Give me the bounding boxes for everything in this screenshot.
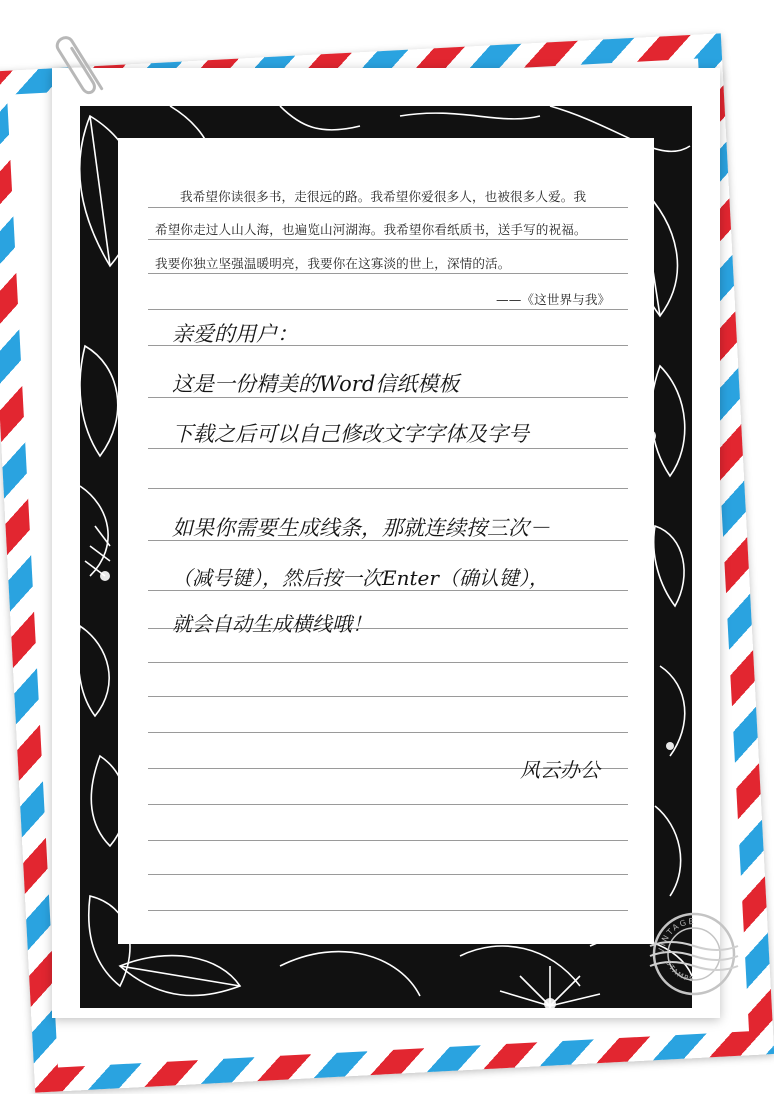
ruled-line: [148, 732, 628, 733]
quote-line-3: 我要你独立坚强温暖明亮，我要你在这寡淡的世上，深情的活。: [155, 256, 511, 271]
letter-line-3: 如果你需要生成线条，那就连续按三次－: [172, 516, 550, 540]
quote-line-1: 我希望你读很多书，走很远的路。我希望你爱很多人，也被很多人爱。我: [180, 189, 587, 204]
ruled-line: [148, 696, 628, 697]
stamp-top-text: VINTAGE: [656, 916, 696, 955]
ruled-line: [148, 804, 628, 805]
ruled-line: [148, 273, 628, 274]
ruled-line: [148, 207, 628, 208]
ruled-line: [148, 239, 628, 240]
ruled-lines: [148, 0, 628, 1094]
letter-line-2: 下载之后可以自己修改文字字体及字号: [172, 422, 529, 446]
stamp-bottom-text: STAMPS: [664, 959, 696, 984]
ruled-line: [148, 910, 628, 911]
ruled-line: [148, 448, 628, 449]
vintage-stamp-icon: [646, 906, 742, 1002]
quote-source: ——《这世界与我》: [496, 292, 611, 307]
letter-greeting: 亲爱的用户：: [172, 322, 298, 346]
ruled-line: [148, 488, 628, 489]
ruled-line: [148, 662, 628, 663]
ruled-line: [148, 840, 628, 841]
letter-signature: 风云办公: [520, 758, 600, 782]
letter-line-5: 就会自动生成横线哦！: [172, 612, 372, 636]
ruled-line: [148, 309, 628, 310]
ruled-line: [148, 874, 628, 875]
quote-line-2: 希望你走过人山人海，也遍览山河湖海。我希望你看纸质书，送手写的祝福。: [155, 222, 587, 237]
letter-line-1: 这是一份精美的Word信纸模板: [172, 372, 460, 396]
letter-line-4: （减号键），然后按一次Enter（确认键），: [172, 566, 549, 590]
